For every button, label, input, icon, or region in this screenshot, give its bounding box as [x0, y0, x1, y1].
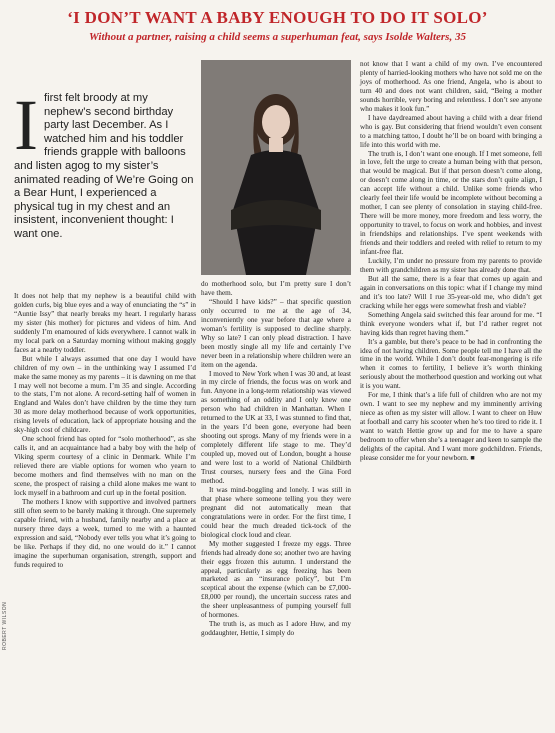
body-column-2 — [201, 280, 351, 638]
body-column-1 — [14, 292, 196, 570]
body-paragraph: I moved to New York when I was 30 and, at least in my circle of friends, the focus was on work and fun. Anyone in a long-term relationship was viewed as something of an oddity and I only knew one person who had children in Manhattan. When I returned to the UK at 33, I was stunned to find that, in the years I’d been gone, everyone had been shooting out sprogs. Many of my friends were in a completely different life stage to me. They’d coupled up, moved out of London, bought a house and were lost to a world of National Childbirth Trust courses, nursery fees and the Gina Ford method. — [201, 369, 351, 485]
body-paragraph: The truth is, I don’t want one enough. If I met someone, fell in love, felt the urge to create a human being with that person, that would be magical. But if that person doesn’t come along, or doesn’t come along in time, or the stars don’t quite align, I can accept life without a child. Unlike some friends who clearly feel their life would be incomplete without becoming a mother, I can see plenty of consolation in staying child-free. There will be more money, more freedom and less worry, the opportunity to travel, to focus on work and hobbies, and invest in friendships and relationships. I’ve spent weekends with friends and their toddlers and reeled with relief to return to my infant-free flat. — [360, 149, 542, 257]
article-standfirst: Without a partner, raising a child seems a superhuman feat, says Isolde Walters, 35 — [89, 31, 466, 43]
body-paragraph: I have daydreamed about having a child with a dear friend who is gay. But considering that friend wouldn’t even consent to a matching tattoo, I doubt he’ll be on board with bringing a life into this world with me. — [360, 113, 542, 149]
body-paragraph: Something Angela said switched this fear around for me. “I think everyone wonders what if, but I’d rather regret not having kids than regret having them.” — [360, 310, 542, 337]
body-paragraph: The mothers I know with supportive and involved partners still often seem to be barely making it through. One supremely capable friend, with a husband, family nearby and a place at nursery three days a week, turned to me with a haunted expression and said, “Nobody ever tells you what it’s going to be like. Perhaps if they did, no one would do it.” I cannot imagine the superhuman organisation, strength, support and funds required to — [14, 497, 196, 569]
body-paragraph: The truth is, as much as I adore Huw, and my goddaughter, Hettie, I simply do — [201, 620, 351, 638]
photo-credit: ROBERT WILSON — [2, 601, 8, 650]
lede-text: first felt broody at my nephew’s second birthday party last December. As I watched him and his toddler friends grapple with balloons and listen agog to my sister’s animated reading of We’re Going on a Bear Hunt, I experienced a physical tug in my chest and an insistent, inconvenient thought: I want one. — [14, 92, 194, 240]
body-paragraph: Luckily, I’m under no pressure from my parents to provide them with grandchildren as my sister has already done that. — [360, 256, 542, 274]
drop-cap: I — [14, 85, 38, 165]
body-paragraph: not know that I want a child of my own. I’ve encountered plenty of harried-looking mothers who have not sold me on the joys of motherhood. As one friend, Angela, who is about to turn 40 and does not want children, said, “Being a mother sounds horrible, very boring and relentless. I don’t see anyone who makes it look fun.” — [360, 60, 542, 113]
body-column-3 — [360, 60, 542, 463]
lede-paragraph — [14, 85, 194, 242]
article-headline: ‘I DON’T WANT A BABY ENOUGH TO DO IT SOLO’ — [67, 8, 488, 27]
body-paragraph: It does not help that my nephew is a beautiful child with golden curls, big blue eyes and a way of enunciating the “s” in “Auntie Issy” that nearly breaks my heart. I regularly harass my sister (his mother) for pictures and videos of him. And suddenly I’m enamoured of kids everywhere. I cannot walk in my local park on a Saturday morning without making goggly faces at a nearby toddler. — [14, 292, 196, 354]
author-photo — [201, 60, 351, 275]
body-paragraph: But while I always assumed that one day I would have children of my own – in the unthinking way I assumed I’d make the same money as my parents – it is dawning on me that I may well not become a mum. I’m 35 and single. According to the stats, I’m not alone. A record-setting half of women in England and Wales don’t have children by the time they turn 30 as more delay motherhood because of work opportunities, rising levels of education, lack of appropriate housing and the sky-high cost of childcare. — [14, 354, 196, 435]
body-paragraph: One school friend has opted for “solo motherhood”, as she calls it, and an acquaintance had a baby boy with the help of Viking sperm courtesy of a clinic in Denmark. While I’m relieved there are viable options for women who yearn to become mothers and find themselves with no man on the scene, the prospect of raising a child alone makes me want to lock myself in a bathroom and curl up in the foetal position. — [14, 435, 196, 497]
body-paragraph: “Should I have kids?” – that specific question only occurred to me at the age of 34, inconveniently one year before that age where a woman’s fertility is supposed to decline sharply. Why so late? I can only plead distraction. I have been mostly single all my life and certainly I’ve never been in a relationship where children were an item on the agenda. — [201, 297, 351, 369]
portrait-illustration — [201, 60, 351, 275]
body-paragraph: For me, I think that’s a life full of children who are not my own. I want to see my nephew and my imminently arriving niece as often as my sister will allow. I want to cheer on Huw at football and carry his scooter when he’s too tired to ride it. I want to watch Hettie grow up and for me to have a spare bedroom to offer when she’s a teenager and keen to sample the delights of the capital. And I want more godchildren. Friends, please consider me for your newborn. ■ — [360, 391, 542, 462]
body-paragraph: do motherhood solo, but I’m pretty sure I don’t have them. — [201, 280, 351, 297]
body-paragraph: But all the same, there is a fear that comes up again and again in conversations on this topic: what if I change my mind and it’s too late? Will I rue 35-year-old me, who didn’t get cracking while her eggs were somewhat fresh and viable? — [360, 274, 542, 310]
body-paragraph: It was mind-boggling and lonely. I was still in that phase where someone telling you they were pregnant did not automatically mean that congratulations were in order. For the first time, I could hear the much dreaded tick-tock of the biological clock loud and clear. — [201, 485, 351, 539]
body-paragraph: It’s a gamble, but there’s peace to be had in confronting the idea of not having children. Some people tell me I have all the time in the world. While I don’t doubt fear-mongering is rife when it comes to fertility, I believe it’s worth thinking seriously about the motherhood question and working out what it is you want. — [360, 337, 542, 391]
body-paragraph: My mother suggested I freeze my eggs. Three friends had already done so; another two are having their eggs frozen this autumn. I understand the appeal, particularly as egg freezing has been marketed as an “insurance policy”, but I’m sceptical about the expense (which can be £7,000-£8,000 per round), the uncertain success rates and the sheer unpleasantness of pumping yourself full of hormones. — [201, 539, 351, 620]
